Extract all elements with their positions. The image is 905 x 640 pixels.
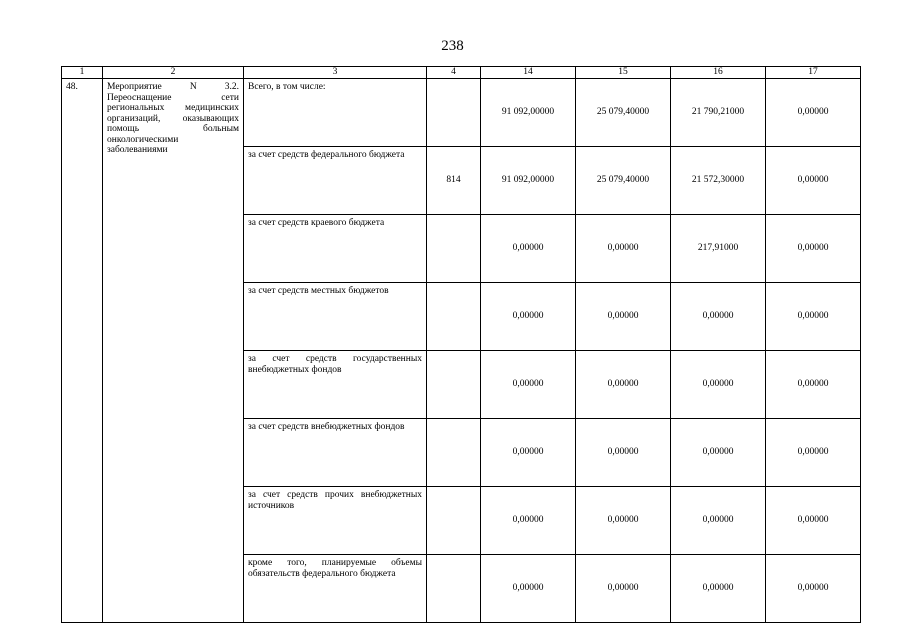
value-col-17: 0,00000 [766,555,861,623]
value-col-16: 0,00000 [671,555,766,623]
header-cell: 17 [766,67,861,79]
budget-code [427,79,481,147]
funding-source: за счет средств прочих внебюджетных источников [244,487,427,555]
budget-code [427,487,481,555]
value-col-15: 0,00000 [576,283,671,351]
funding-source: за счет средств местных бюджетов [244,283,427,351]
header-cell: 15 [576,67,671,79]
value-col-17: 0,00000 [766,283,861,351]
budget-code [427,555,481,623]
header-cell: 3 [244,67,427,79]
header-row [62,67,861,79]
value-col-17: 0,00000 [766,147,861,215]
value-col-15: 25 079,40000 [576,147,671,215]
header-cell: 4 [427,67,481,79]
table-row [62,79,861,147]
value-col-16: 0,00000 [671,487,766,555]
value-col-16: 0,00000 [671,419,766,487]
value-col-15: 0,00000 [576,555,671,623]
value-col-16: 21 790,21000 [671,79,766,147]
funding-source: Всего, в том числе: [244,79,427,147]
header-cell: 2 [103,67,244,79]
value-col-16: 21 572,30000 [671,147,766,215]
value-col-14: 0,00000 [481,419,576,487]
budget-code [427,351,481,419]
value-col-15: 0,00000 [576,215,671,283]
header-cell: 16 [671,67,766,79]
value-col-14: 91 092,00000 [481,79,576,147]
value-col-17: 0,00000 [766,79,861,147]
value-col-14: 0,00000 [481,283,576,351]
funding-source: за счет средств государственных внебюджетных фондов [244,351,427,419]
value-col-15: 0,00000 [576,419,671,487]
funding-source: за счет средств федерального бюджета [244,147,427,215]
value-col-14: 0,00000 [481,555,576,623]
value-col-14: 91 092,00000 [481,147,576,215]
header-cell: 14 [481,67,576,79]
budget-code: 814 [427,147,481,215]
value-col-15: 25 079,40000 [576,79,671,147]
funding-source: кроме того, планируемые объемы обязательств федерального бюджета [244,555,427,623]
value-col-14: 0,00000 [481,215,576,283]
funding-source: за счет средств внебюджетных фондов [244,419,427,487]
budget-code [427,419,481,487]
page-number: 238 [441,38,464,54]
value-col-17: 0,00000 [766,487,861,555]
value-col-16: 0,00000 [671,351,766,419]
value-col-14: 0,00000 [481,487,576,555]
value-col-16: 217,91000 [671,215,766,283]
value-col-15: 0,00000 [576,351,671,419]
budget-table [61,66,861,623]
row-index: 48. [62,79,103,623]
budget-code [427,215,481,283]
value-col-17: 0,00000 [766,215,861,283]
budget-code [427,283,481,351]
value-col-16: 0,00000 [671,283,766,351]
value-col-17: 0,00000 [766,351,861,419]
value-col-15: 0,00000 [576,487,671,555]
value-col-14: 0,00000 [481,351,576,419]
header-cell: 1 [62,67,103,79]
value-col-17: 0,00000 [766,419,861,487]
event-description: Мероприятие N 3.2. Переоснащение сети региональных медицинских организаций, оказывающих помощь больным онкологическими заболеваниями [103,79,244,623]
funding-source: за счет средств краевого бюджета [244,215,427,283]
